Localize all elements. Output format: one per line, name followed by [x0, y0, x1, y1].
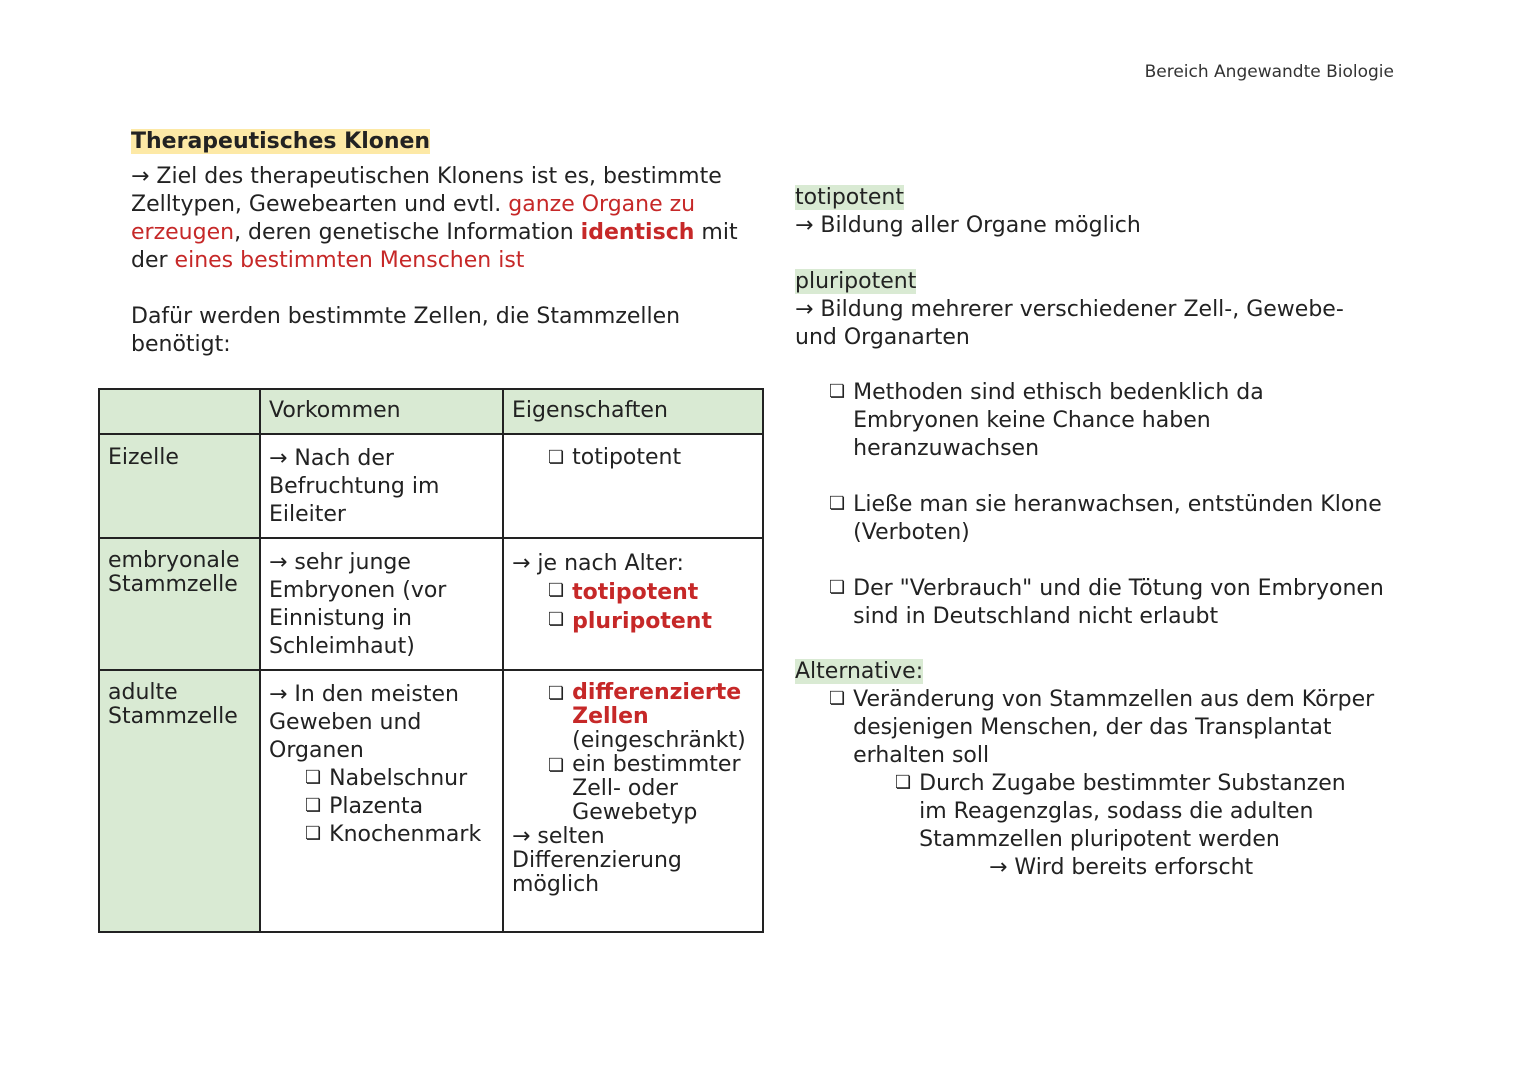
title-highlight: Therapeutisches Klonen — [131, 129, 431, 154]
row-eigenschaften — [503, 434, 763, 538]
intro-identisch: identisch — [580, 220, 695, 245]
header-empty — [99, 389, 260, 434]
ethics-list — [829, 379, 1404, 631]
totipotent-highlight: totipotent — [795, 185, 904, 210]
row-label-eizelle: Eizelle — [99, 434, 260, 538]
item-text: Veränderung von Stammzellen aus dem Körper desjenigen Menschen, der das Transplantat erhalten soll — [853, 687, 1375, 768]
intro-red-person: eines bestimmten Menschen ist — [174, 248, 525, 273]
checkbox-icon: ❏ — [829, 493, 846, 514]
row-eigenschaften — [503, 670, 763, 932]
item-text: ein bestimmter Zell- oder Gewebetyp — [572, 752, 741, 825]
vorkommen-text: → In den meisten Geweben und Organen — [269, 682, 459, 763]
item-text: totipotent — [572, 580, 699, 605]
section-title — [131, 128, 430, 156]
checkbox-icon: ❏ — [548, 755, 565, 776]
table-header-row — [99, 389, 763, 434]
item-text: Durch Zugabe bestimmter Substanzen im Reagenzglas, sodass die adulten Stammzellen pluripotent werden — [919, 771, 1346, 852]
item-text: Nabelschnur — [329, 766, 468, 791]
list-item — [829, 686, 1409, 770]
list-item — [548, 681, 754, 753]
checkbox-icon: ❏ — [548, 447, 565, 468]
header-vorkommen: Vorkommen — [260, 389, 503, 434]
row-label-embryonale: embryonale Stammzelle — [99, 538, 260, 670]
list-item — [305, 765, 494, 793]
eig-lead: → je nach Alter: — [512, 551, 684, 576]
list-item — [548, 607, 754, 636]
row-label-adulte: adulte Stammzelle — [99, 670, 260, 932]
alternative-highlight: Alternative: — [795, 659, 924, 684]
checkbox-icon: ❏ — [548, 609, 565, 630]
table-row — [99, 670, 763, 932]
list-item — [829, 491, 1404, 547]
totipotent-desc: → Bildung aller Organe möglich — [795, 213, 1141, 238]
item-text: Plazenta — [329, 794, 424, 819]
row-vorkommen — [260, 670, 503, 932]
eig-tail: → selten Differenzierung möglich — [512, 824, 682, 897]
list-item — [895, 770, 1370, 854]
list-item — [305, 793, 494, 821]
checkbox-icon: ❏ — [895, 772, 912, 793]
alternative-list — [829, 686, 1409, 882]
checkbox-icon: ❏ — [305, 795, 322, 816]
intro-part2: , deren genetische Information — [234, 220, 581, 245]
item-text — [572, 681, 754, 753]
stem-cell-table — [98, 388, 764, 933]
list-item — [305, 821, 494, 849]
item-rest: (eingeschränkt) — [572, 728, 746, 753]
row-vorkommen: → Nach der Befruchtung im Eileiter — [260, 434, 503, 538]
table-row — [99, 434, 763, 538]
checkbox-icon: ❏ — [548, 580, 565, 601]
need-paragraph: Dafür werden bestimmte Zellen, die Stammzellen benötigt: — [131, 304, 681, 357]
pluripotent-term — [795, 268, 916, 296]
list-item — [548, 445, 754, 471]
header-eigenschaften: Eigenschaften — [503, 389, 763, 434]
item-text: Knochenmark — [329, 822, 482, 847]
list-item — [829, 575, 1404, 631]
item-red: differenzierte Zellen — [572, 680, 742, 729]
list-item — [829, 379, 1404, 463]
item-text: Der "Verbrauch" und die Tötung von Embryonen sind in Deutschland nicht erlaubt — [853, 576, 1384, 629]
item-text: totipotent — [572, 445, 682, 470]
alternative-term — [795, 658, 923, 686]
pluripotent-highlight: pluripotent — [795, 269, 917, 294]
row-eigenschaften — [503, 538, 763, 670]
item-text: Methoden sind ethisch bedenklich da Embryonen keine Chance haben heranzuwachsen — [853, 380, 1264, 461]
checkbox-icon: ❏ — [548, 683, 565, 704]
row-vorkommen: → sehr junge Embryonen (vor Einnistung in Schleimhaut) — [260, 538, 503, 670]
list-item — [548, 578, 754, 607]
area-label: Bereich Angewandte Biologie — [1144, 62, 1394, 82]
checkbox-icon: ❏ — [829, 381, 846, 402]
checkbox-icon: ❏ — [305, 823, 322, 844]
list-item — [548, 753, 754, 825]
alternative-note: → Wird bereits erforscht — [989, 855, 1254, 880]
intro-part3: mit der — [131, 220, 738, 273]
intro-red-organs: ganze Organe zu erzeugen — [131, 192, 696, 245]
checkbox-icon: ❏ — [305, 767, 322, 788]
checkbox-icon: ❏ — [829, 688, 846, 709]
totipotent-term — [795, 184, 904, 212]
table-row — [99, 538, 763, 670]
item-text: pluripotent — [572, 609, 712, 634]
intro-part1: → Ziel des therapeutischen Klonens ist es, bestimmte Zelltypen, Gewebearten und evtl. — [131, 164, 722, 217]
intro-paragraph — [131, 163, 741, 275]
item-text: Ließe man sie heranwachsen, entstünden Klone (Verboten) — [853, 492, 1382, 545]
pluripotent-desc: → Bildung mehrerer verschiedener Zell-, Gewebe- und Organarten — [795, 297, 1344, 350]
checkbox-icon: ❏ — [829, 577, 846, 598]
